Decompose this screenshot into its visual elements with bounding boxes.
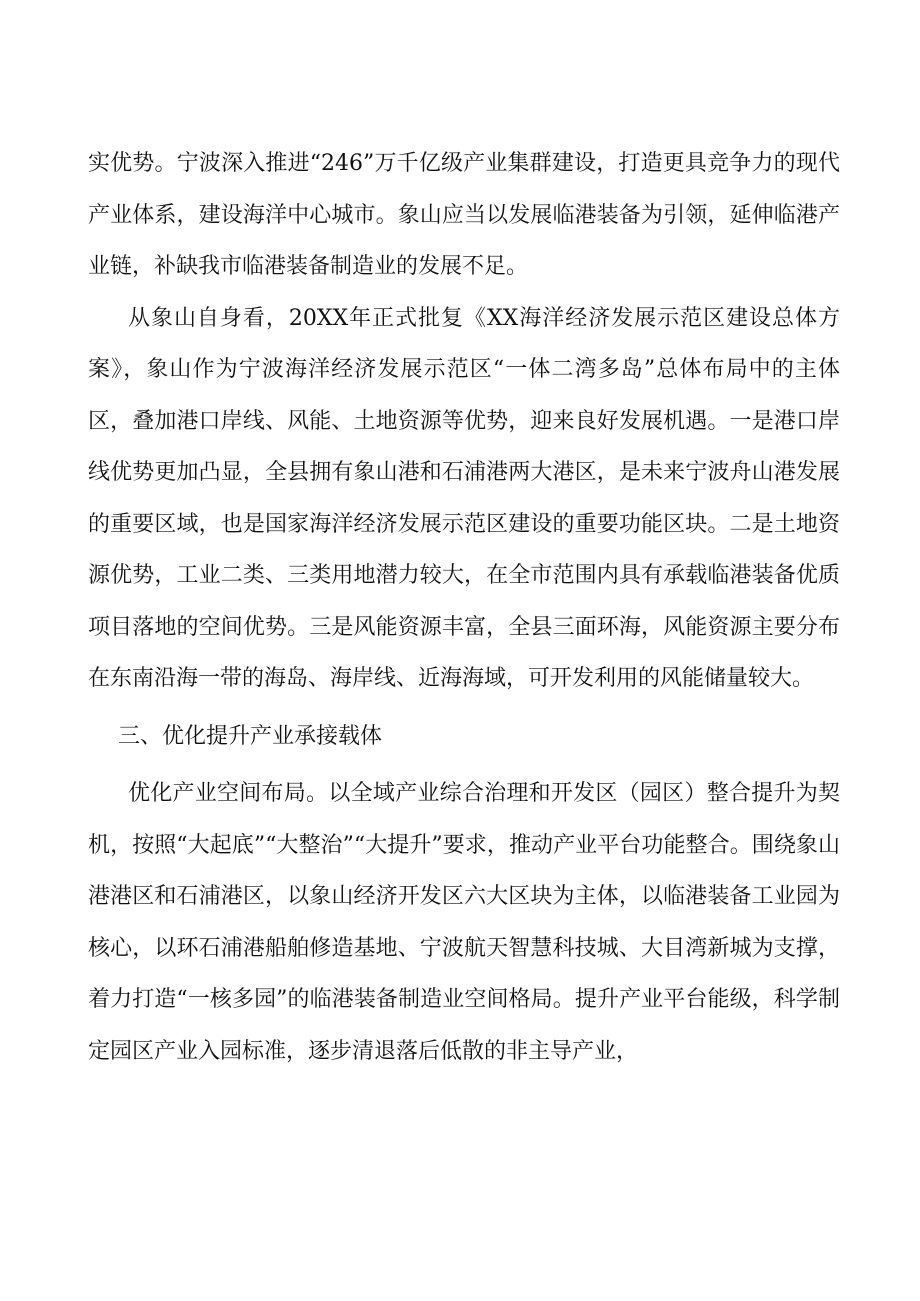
document-body: [88, 138, 840, 1077]
paragraph-xiangshan-advantages: 从象山自身看，20XX年正式批复《XX海洋经济发展示范区建设总体方案》，象山作为宁波海洋经济发展示范区“一体二湾多岛”总体布局中的主体区，叠加港口岸线、风能、土地资源等优势，迎来良好发展机遇。一是港口岸线优势更加凸显，全县拥有象山港和石浦港两大港区，是未来宁波舟山港发展的重要区域，也是国家海洋经济发展示范区建设的重要功能区块。二是土地资源优势，工业二类、三类用地潜力较大，在全市范围内具有承载临港装备优质项目落地的空间优势。三是风能资源丰富，全县三面环海，风能资源主要分布在东南沿海一带的海岛、海岸线、近海海域，可开发利用的风能储量较大。: [88, 305, 840, 691]
paragraph-spatial-layout: 优化产业空间布局。以全域产业综合治理和开发区（园区）整合提升为契机，按照“大起底”“大整治”“大提升”要求，推动产业平台功能整合。围绕象山港港区和石浦港区，以象山经济开发区六大区块为主体，以临港装备工业园为核心，以环石浦港船舶修造基地、宁波航天智慧科技城、大目湾新城为支撑，着力打造“一核多园”的临港装备制造业空间格局。提升产业平台能级，科学制定园区产业入园标准，逐步清退落后低散的非主导产业，: [88, 781, 840, 1064]
section-heading: 三、优化提升产业承接载体: [118, 723, 383, 749]
paragraph-continuation: 实优势。宁波深入推进“246”万千亿级产业集群建设，打造更具竞争力的现代产业体系，建设海洋中心城市。象山应当以发展临港装备为引领，延伸临港产业链，补缺我市临港装备制造业的发展不足。: [88, 151, 840, 279]
